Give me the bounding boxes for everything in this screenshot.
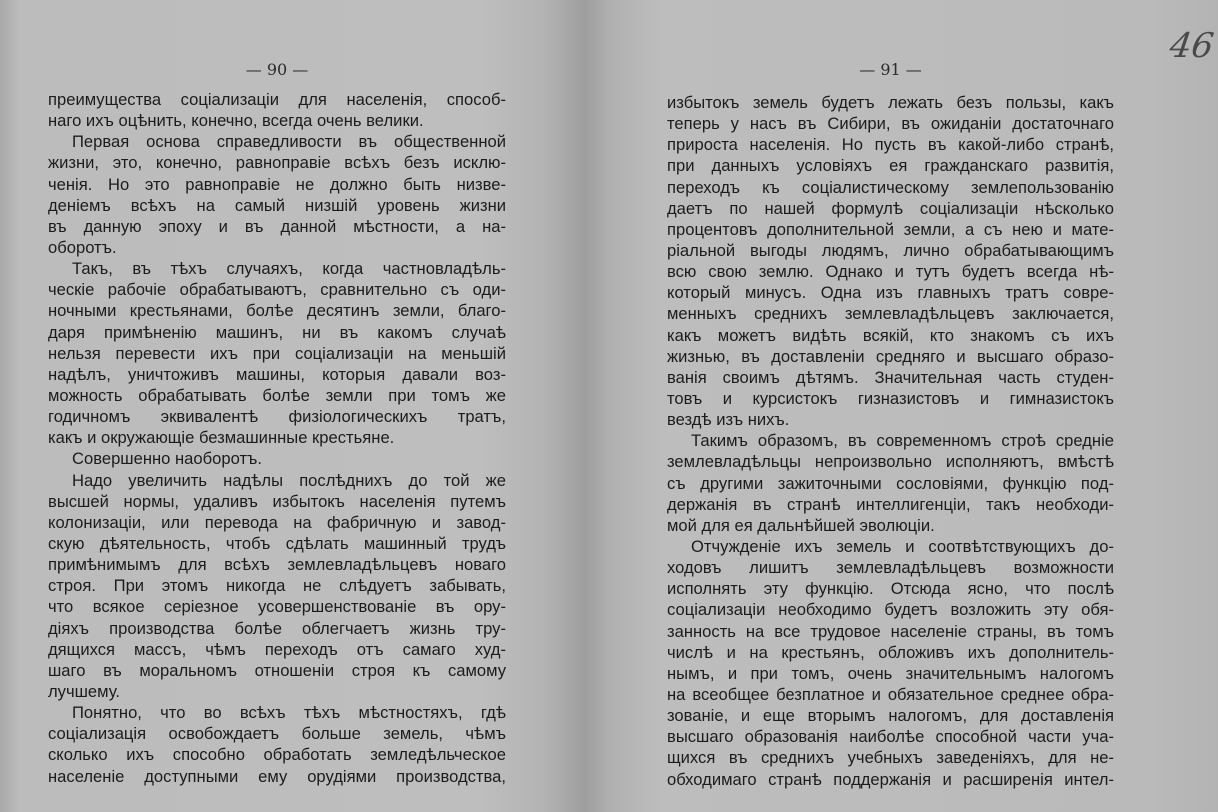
text-line: вездѣ изъ нихъ.	[667, 410, 790, 430]
text-line: дящихся массъ, чѣмъ переходъ отъ самаго худ-	[48, 639, 506, 659]
text-line: преимущества соціализаціи для населенія, способ-	[48, 90, 506, 109]
text-line: ческіе рабочіе обрабатываютъ, сравнительно съ оди-	[48, 280, 506, 300]
right-page	[667, 0, 1114, 812]
text-line: нымъ, и при томъ, очень значительнымъ налогомъ	[667, 663, 1114, 683]
text-line: на всеобщее безплатное и обязательное среднее обра-	[667, 684, 1114, 704]
text-line: высшаго образованія наиболѣе способной части уча-	[667, 727, 1114, 747]
left-page	[48, 0, 506, 812]
text-line: Надо увеличить надѣлы послѣднихъ до той же	[72, 470, 506, 490]
text-line: оборотъ.	[48, 237, 117, 257]
text-line: деніемъ всѣхъ на самый низшій уровень жизни	[48, 195, 506, 215]
paragraph	[667, 92, 1114, 430]
text-line: числѣ и на крестьянъ, обложивъ ихъ дополнитель-	[667, 642, 1114, 662]
text-line: товъ и курсистокъ гизназистовъ и гимназистокъ	[667, 388, 1114, 408]
text-line: строя. При этомъ никогда не слѣдуетъ забывать,	[48, 576, 506, 596]
paragraph	[48, 89, 506, 131]
text-line: даетъ по нашей формулѣ соціализаціи нѣсколько	[667, 198, 1114, 218]
text-line: ріальной выгоды людямъ, лично обрабатывающимъ	[667, 240, 1114, 260]
text-line: ченія. Но это равноправіе не должно быть низве-	[48, 174, 506, 194]
paragraph	[48, 702, 506, 787]
text-line: колонизаціи, или перевода на фабричную и завод-	[48, 512, 506, 532]
paragraph	[667, 430, 1114, 536]
text-line: Такъ, въ тѣхъ случаяхъ, когда частновладѣль-	[72, 259, 506, 279]
paragraph	[48, 470, 506, 703]
text-line: какъ и окружающіе безмашинные крестьяне.	[48, 428, 395, 448]
text-line: съ другими зажиточными сословіями, функцію под-	[667, 473, 1114, 493]
text-line: мой для ея дальнѣйшей эволюціи.	[667, 515, 935, 535]
text-line: населеніе доступными ему орудіями производства,	[48, 766, 506, 786]
text-line: который минусъ. Одна изъ главныхъ тратъ совре-	[667, 283, 1114, 303]
text-line: Отчужденіе ихъ земель и соотвѣтствующихъ до-	[691, 536, 1114, 556]
page-body	[48, 89, 506, 787]
text-line: менныхъ среднихъ землевладѣльцевъ заключается,	[667, 304, 1114, 324]
text-line: надѣлъ, уничтоживъ машины, которыя давали воз-	[48, 364, 506, 384]
text-line: жизни, это, конечно, равноправіе всѣхъ безъ исклю-	[48, 153, 506, 173]
text-line: теперь у насъ въ Сибири, въ ожиданіи достаточнаго	[667, 114, 1114, 134]
handwritten-page-annotation: 46	[1167, 26, 1217, 66]
text-line: въ данную эпоху и въ данной мѣстности, а на-	[48, 216, 506, 236]
text-line: Совершенно наоборотъ.	[72, 449, 263, 469]
text-line: даря примѣненію машинъ, ни въ какомъ случаѣ	[48, 322, 506, 342]
text-line: нельзя перевести ихъ при соціализаціи на меньшій	[48, 343, 506, 363]
text-line: зованіе, и еще вторымъ налогомъ, для доставленія	[667, 706, 1114, 726]
text-line: годичномъ эквивалентѣ физіологическихъ тратъ,	[48, 407, 506, 427]
text-line: Понятно, что во всѣхъ тѣхъ мѣстностяхъ, гдѣ	[72, 703, 506, 723]
text-line: жизнью, въ доставленіи средняго и высшаго образо-	[667, 346, 1114, 366]
text-line: прироста населенія. Но пусть въ какой-либо странѣ,	[667, 135, 1114, 155]
text-line: ходовъ лишитъ землевладѣльцевъ возможности	[667, 558, 1114, 578]
text-line: наго ихъ оцѣнить, конечно, всегда очень велики.	[48, 111, 424, 131]
text-line: ночными крестьянами, болѣе десятинъ земли, благо-	[48, 301, 506, 321]
text-line: соціализація освобождаетъ больше земель, чѣмъ	[48, 724, 506, 744]
text-line: ванія своимъ дѣтямъ. Значительная часть студен-	[667, 367, 1114, 387]
text-line: Такимъ образомъ, въ современномъ строѣ средніе	[691, 431, 1114, 451]
paragraph	[48, 448, 506, 469]
page-number: — 91 —	[859, 60, 922, 79]
text-line: землевладѣльцы непроизвольно исполняютъ, вмѣстѣ	[667, 452, 1114, 472]
text-line: діяхъ производства болѣе облегчаетъ жизнь тру-	[48, 618, 506, 638]
text-line: процентовъ дополнительной земли, а съ нею и мате-	[667, 219, 1114, 239]
text-line: скую дѣятельность, чтобъ сдѣлать машинный трудъ	[48, 533, 506, 553]
text-line: избытокъ земель будетъ лежать безъ пользы, какъ	[667, 93, 1114, 112]
text-line: сколько ихъ способно обработать земледѣльческое	[48, 745, 506, 765]
text-line: лучшему.	[48, 681, 121, 701]
text-line: переходъ къ соціалистическому землепользованію	[667, 177, 1114, 197]
paragraph	[667, 536, 1114, 790]
text-line: какъ можетъ видѣть всякій, кто знакомъ съ ихъ	[667, 325, 1114, 345]
page-number: — 90 —	[245, 60, 309, 79]
text-line: всю свою землю. Однако и тутъ будетъ всегда нѣ-	[667, 262, 1114, 282]
text-line: примѣнимымъ для всѣхъ землевладѣльцевъ новаго	[48, 555, 506, 575]
text-line: обходимаго странѣ поддержанія и расширенія интел-	[667, 769, 1114, 789]
text-line: соціализаціи необходимо будетъ возложить эту обя-	[667, 600, 1114, 620]
page-body	[667, 92, 1114, 790]
text-line: можность обрабатывать болѣе земли при томъ же	[48, 385, 506, 405]
text-line: шаго въ моральномъ отношеніи строя къ самому	[48, 660, 506, 680]
text-line: что всякое серіезное усовершенствованіе въ ору-	[48, 597, 506, 617]
text-line: при данныхъ условіяхъ ея гражданскаго развитія,	[667, 156, 1114, 176]
paragraph	[48, 131, 506, 258]
text-line: исполнять эту функцію. Отсюда ясно, что послѣ	[667, 579, 1114, 599]
text-line: высшей нормы, удаливъ избытокъ населенія путемъ	[48, 491, 506, 511]
text-line: щихся въ среднихъ учебныхъ заведеніяхъ, для не-	[667, 748, 1114, 768]
text-line: занность на все трудовое населеніе страны, въ томъ	[667, 621, 1114, 641]
paragraph	[48, 258, 506, 448]
text-line: держанія въ странѣ интеллигенціи, такъ необходи-	[667, 494, 1114, 514]
text-line: Первая основа справедливости въ общественной	[72, 132, 506, 152]
